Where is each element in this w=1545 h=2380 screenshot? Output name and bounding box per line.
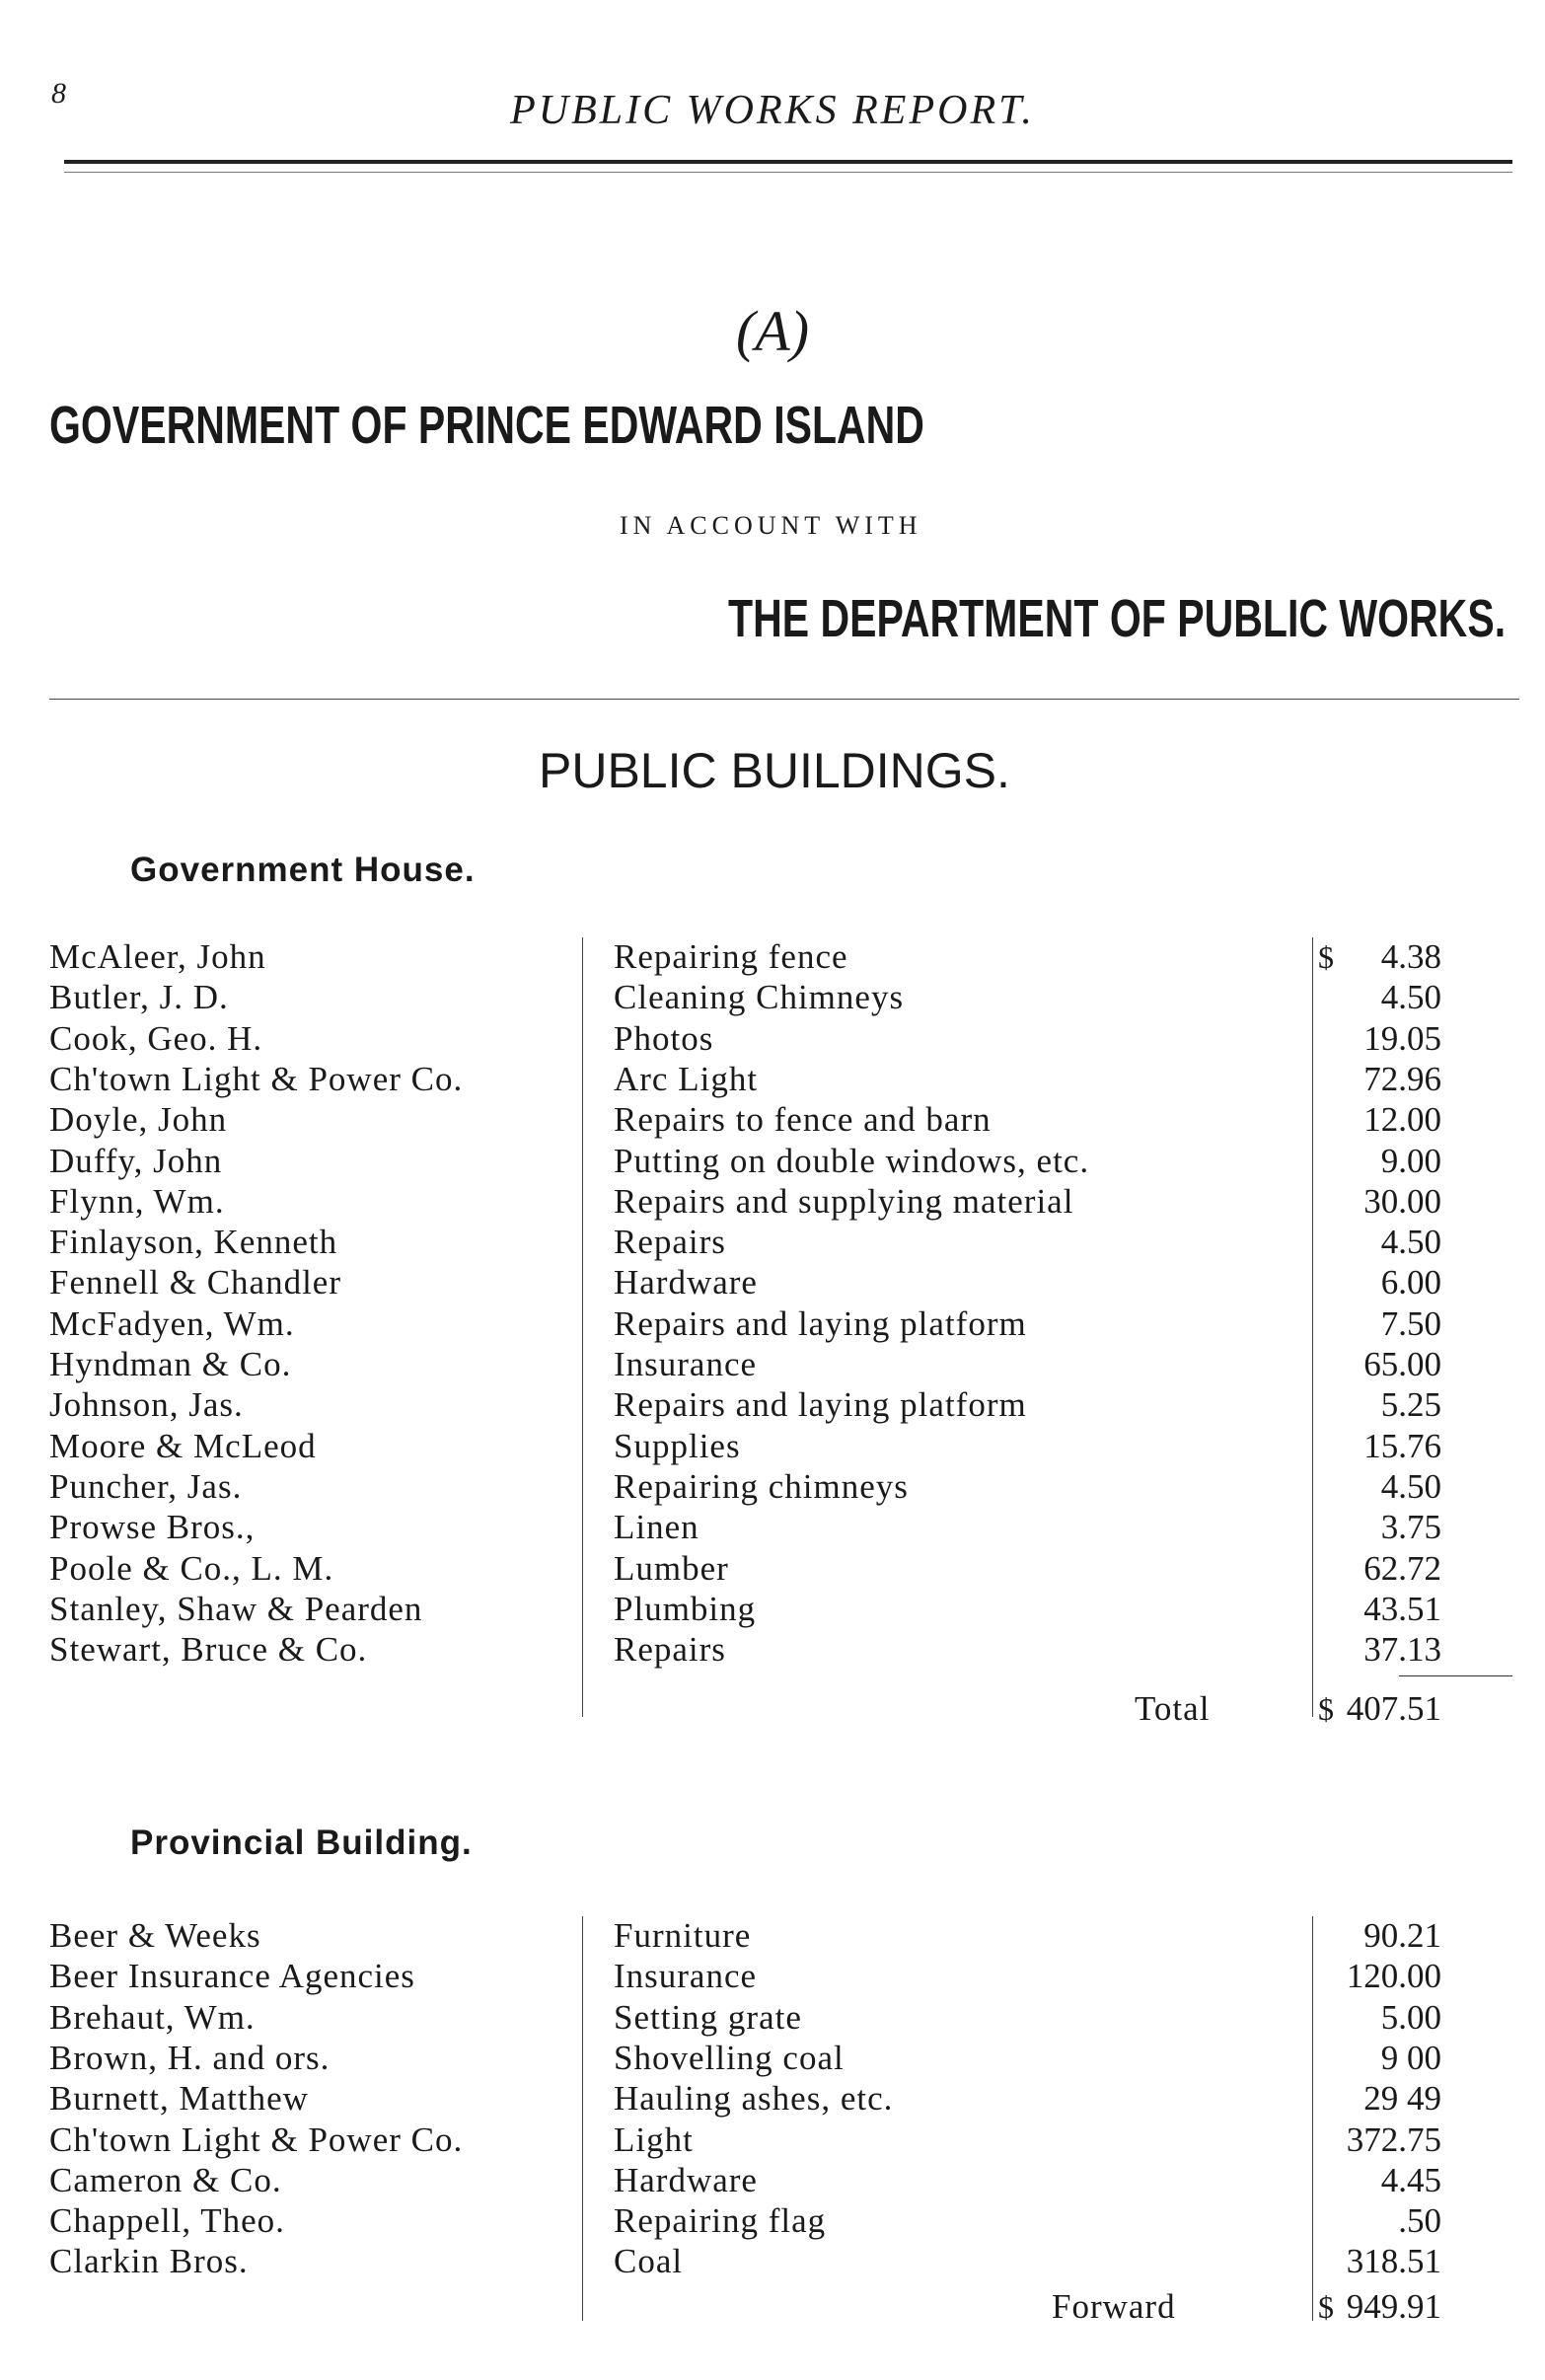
item-description: Hauling ashes, etc.	[614, 2079, 894, 2119]
payee-name: Stanley, Shaw & Pearden	[49, 1589, 423, 1628]
item-description: Hardware	[614, 2160, 758, 2199]
item-description: Putting on double windows, etc.	[614, 1141, 1090, 1180]
item-amount: 4.50	[1380, 1466, 1441, 1506]
government-title: GOVERNMENT OF PRINCE EDWARD ISLAND	[49, 396, 924, 455]
payee-name: Prowse Bros.,	[49, 1508, 256, 1547]
item-description: Arc Light	[614, 1059, 759, 1098]
table-row	[0, 2242, 1545, 2282]
payee-name: Flynn, Wm.	[49, 1181, 225, 1221]
item-amount: 7.50	[1380, 1303, 1441, 1343]
forward-amount: 949.91	[1346, 2287, 1441, 2326]
table-row	[0, 2079, 1545, 2120]
item-description: Insurance	[614, 1957, 758, 1996]
item-amount: 43.51	[1363, 1589, 1441, 1628]
item-description: Repairing chimneys	[614, 1466, 909, 1506]
item-amount: 372.75	[1346, 2120, 1441, 2159]
payee-name: Finlayson, Kenneth	[49, 1223, 338, 1262]
item-amount: 90.21	[1363, 1916, 1441, 1955]
item-description: Plumbing	[614, 1589, 757, 1628]
item-amount: 12.00	[1363, 1100, 1441, 1140]
table-row	[0, 1957, 1545, 1997]
item-amount: 19.05	[1363, 1018, 1441, 1058]
section-title: PUBLIC BUILDINGS.	[539, 743, 1010, 798]
item-description: Repairs and supplying material	[614, 1181, 1074, 1221]
payee-name: Brown, H. and ors.	[49, 2038, 331, 2077]
item-description: Lumber	[614, 1548, 729, 1588]
table-row	[0, 1467, 1545, 1508]
header-rule-thick	[64, 160, 1512, 164]
payee-name: Ch'town Light & Power Co.	[49, 2120, 464, 2159]
table-row	[0, 1345, 1545, 1385]
item-amount: 72.96	[1363, 1059, 1441, 1098]
item-description: Cleaning Chimneys	[614, 978, 905, 1017]
table-row	[0, 1916, 1545, 1957]
in-account-with: IN ACCOUNT WITH	[620, 511, 922, 540]
table-row	[0, 1100, 1545, 1141]
table-row	[0, 1508, 1545, 1548]
item-description: Light	[614, 2120, 694, 2159]
item-amount: 9.00	[1380, 1141, 1441, 1180]
total-amount: 407.51	[1346, 1689, 1441, 1728]
table-row	[0, 1549, 1545, 1590]
item-description: Repairing flag	[614, 2201, 827, 2241]
item-amount: 37.13	[1363, 1630, 1441, 1670]
table-row	[0, 1142, 1545, 1182]
item-description: Insurance	[614, 1345, 758, 1383]
total-rule	[1399, 1675, 1512, 1676]
item-description: Repairs	[614, 1630, 726, 1670]
item-description: Repairing fence	[614, 937, 848, 976]
item-description: Shovelling coal	[614, 2038, 845, 2077]
item-description: Repairs and laying platform	[614, 1303, 1027, 1343]
payee-name: Beer Insurance Agencies	[49, 1957, 415, 1996]
item-description: Photos	[614, 1018, 714, 1058]
item-description: Repairs and laying platform	[614, 1385, 1027, 1425]
item-amount: 4.45	[1380, 2160, 1441, 2199]
payee-name: Doyle, John	[49, 1100, 228, 1140]
provincial-building-heading: Provincial Building.	[130, 1823, 473, 1862]
table-row	[0, 2161, 1545, 2201]
payee-name: Duffy, John	[49, 1141, 223, 1180]
schedule-label: (A)	[735, 299, 810, 363]
item-amount: 5.25	[1380, 1385, 1441, 1425]
payee-name: Ch'town Light & Power Co.	[49, 1059, 464, 1098]
item-amount: 3.75	[1380, 1508, 1441, 1547]
item-description: Repairs	[614, 1223, 726, 1262]
table-row	[0, 1060, 1545, 1100]
section-divider	[49, 699, 1519, 700]
payee-name: Clarkin Bros.	[49, 2242, 249, 2281]
item-description: Coal	[614, 2242, 684, 2281]
item-amount: 29 49	[1363, 2079, 1441, 2119]
item-description: Setting grate	[614, 1997, 802, 2037]
payee-name: Butler, J. D.	[49, 978, 229, 1017]
item-description: Furniture	[614, 1916, 752, 1955]
currency-symbol: $	[1318, 939, 1334, 975]
item-description: Linen	[614, 1508, 699, 1547]
payee-name: Puncher, Jas.	[49, 1466, 243, 1506]
item-amount: 62.72	[1363, 1548, 1441, 1588]
item-amount: .50	[1398, 2201, 1441, 2241]
payee-name: Poole & Co., L. M.	[49, 1548, 334, 1588]
item-description: Repairs to fence and barn	[614, 1100, 992, 1140]
page-number: 8	[51, 77, 66, 110]
payee-name: Cook, Geo. H.	[49, 1018, 263, 1058]
item-amount: 6.00	[1380, 1263, 1441, 1302]
department-title: THE DEPARTMENT OF PUBLIC WORKS.	[728, 589, 1507, 648]
item-amount: 4.50	[1380, 1223, 1441, 1262]
table-row	[0, 1385, 1545, 1426]
header-rule-thin	[64, 172, 1512, 173]
running-head: PUBLIC WORKS REPORT.	[510, 88, 1035, 133]
payee-name: Fennell & Chandler	[49, 1263, 342, 1302]
table-row	[0, 1019, 1545, 1060]
currency-symbol: $	[1318, 2289, 1334, 2325]
payee-name: Johnson, Jas.	[49, 1385, 244, 1425]
payee-name: Chappell, Theo.	[49, 2201, 285, 2241]
payee-name: Brehaut, Wm.	[49, 1997, 256, 2037]
item-amount: 9 00	[1380, 2038, 1441, 2077]
government-house-heading: Government House.	[130, 851, 476, 889]
item-amount: 5.00	[1380, 1997, 1441, 2037]
payee-name: Cameron & Co.	[49, 2160, 282, 2199]
payee-name: Burnett, Matthew	[49, 2079, 309, 2119]
table-row	[0, 1998, 1545, 2039]
table-row	[0, 2201, 1545, 2242]
table-row	[0, 2039, 1545, 2079]
table-row	[0, 1223, 1545, 1263]
table-row	[0, 978, 1545, 1018]
item-description: Hardware	[614, 1263, 758, 1302]
forward-label: Forward	[1052, 2287, 1176, 2326]
table-row	[0, 1304, 1545, 1345]
table-row	[0, 1182, 1545, 1223]
table-row	[0, 1263, 1545, 1303]
item-amount: 120.00	[1346, 1957, 1441, 1996]
payee-name: McFadyen, Wm.	[49, 1303, 295, 1343]
item-description: Supplies	[614, 1426, 741, 1465]
payee-name: Stewart, Bruce & Co.	[49, 1630, 368, 1670]
item-amount: 4.50	[1380, 978, 1441, 1017]
item-amount: 318.51	[1346, 2242, 1441, 2281]
currency-symbol: $	[1318, 1691, 1334, 1727]
table-row	[0, 1630, 1545, 1671]
item-amount: 15.76	[1363, 1426, 1441, 1465]
table-row	[0, 2120, 1545, 2161]
item-amount: 65.00	[1363, 1345, 1441, 1383]
item-amount: 30.00	[1363, 1181, 1441, 1221]
payee-name: McAleer, John	[49, 937, 266, 976]
payee-name: Beer & Weeks	[49, 1916, 261, 1955]
table-row	[0, 937, 1545, 978]
item-amount: 4.38	[1380, 937, 1441, 976]
table-row	[0, 1590, 1545, 1630]
payee-name: Hyndman & Co.	[49, 1345, 292, 1383]
payee-name: Moore & McLeod	[49, 1426, 317, 1465]
table-row	[0, 1427, 1545, 1467]
total-label: Total	[1135, 1689, 1211, 1728]
